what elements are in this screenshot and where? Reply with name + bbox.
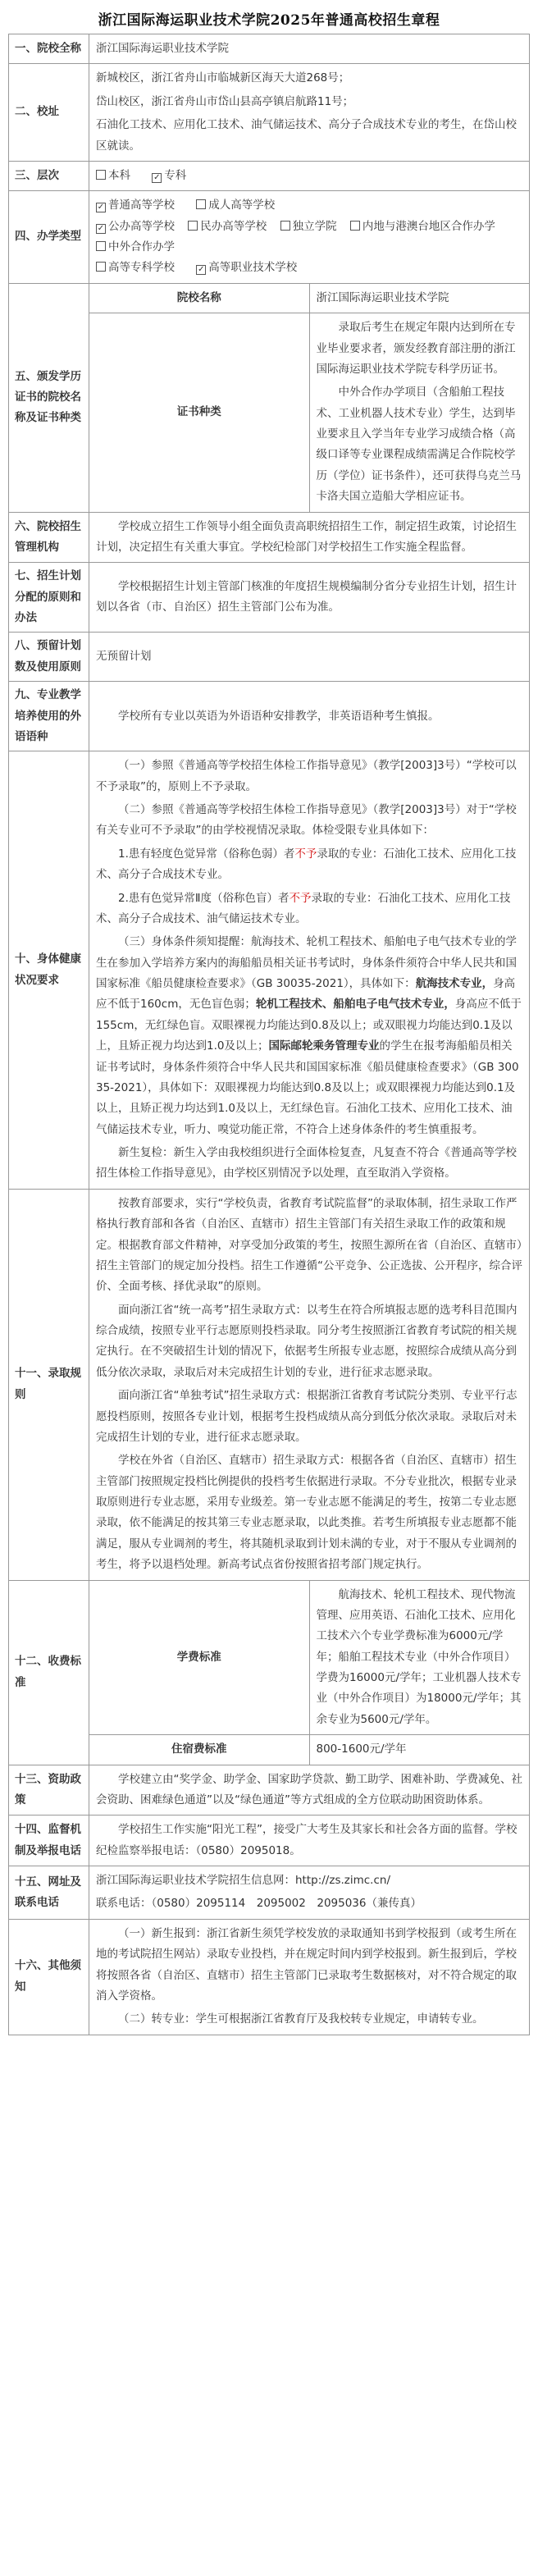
option-undergraduate — [96, 166, 130, 186]
value-school-type — [89, 191, 530, 284]
checkbox-checked-icon: ✓ — [198, 265, 205, 275]
health-emphasis: 国际邮轮乘务管理专业 — [268, 1039, 380, 1053]
checkbox-checked-icon: ✓ — [153, 172, 161, 182]
label-plan: 七、招生计划分配的原则和办法 — [9, 563, 89, 633]
option-junior-college — [152, 166, 186, 186]
option-independent — [280, 217, 337, 237]
checkbox-icon — [196, 199, 206, 209]
complaint-text: 学校招生工作实施“阳光工程”，接受广大考生及其家长和社会各方面的监督。学校纪检监察举报电话：（0580）2095018。 — [96, 1823, 517, 1857]
language-text: 学校所有专业以英语为外语语种安排教学，非英语语种考生慎报。 — [118, 709, 440, 723]
address-line: 岱山校区，浙江省舟山市岱山县高亭镇启航路11号； — [96, 94, 354, 108]
value-dorm: 800-1600元/学年 — [309, 1735, 530, 1765]
tuition-text: 航海技术、轮机工程技术、现代物流管理、应用英语、石油化工技术、应用化工技术六个专业学费标准为6000元/学年；船舶工程技术专业（中外合作项目）学费为16000元/学年；工业机器人技术专业（中外合作项目）为18000元/学年；其余专业为5600元/学年。 — [316, 1587, 522, 1726]
admission-paragraph: 面向浙江省“单独考试”招生录取方式：根据浙江省教育考试院分类别、专业平行志愿投档原则，按照各专业计划，根据考生投档成绩从高分到低分依次录取。录取后对未完成招生计划的专业，进行征求志愿录取。 — [96, 1389, 517, 1444]
option-label: 公办高等学校 — [108, 219, 175, 233]
page-title: 浙江国际海运职业技术学院2025年普通高校招生章程 — [98, 12, 440, 29]
contact-phone: 联系电话：（0580）2095114 2095002 2095036（兼传真） — [96, 1897, 422, 1911]
admission-paragraph: 面向浙江省“统一高考”招生录取方式：以考生在符合所填报志愿的选考科目范围内综合成绩，按照专业平行志愿原则投档录取。同分考生按照浙江省教育考试院的相关规定执行。在不突破招生计划的情况下，依据考生所报专业志愿，按照综合成绩从高分到低分依次录取，录取后对未完成招生计划的专业，进行征求志愿录取。 — [96, 1303, 517, 1379]
label-school-name: 一、院校全称 — [9, 34, 89, 64]
health-emphasis: 轮机工程技术、船舶电子电气技术专业， — [255, 998, 455, 1012]
row-aid — [9, 1765, 530, 1816]
checkbox-checked-icon: ✓ — [97, 203, 105, 212]
checkbox-checked-icon: ✓ — [97, 223, 105, 233]
health-text: 1.患有轻度色觉异常（俗称色弱）者 — [118, 847, 295, 861]
option-label: 普通高等学校 — [108, 199, 175, 212]
label-language: 九、专业教学培养使用的外语语种 — [9, 682, 89, 751]
option-private — [188, 217, 267, 237]
row-school-type — [9, 191, 530, 284]
value-certificate-school: 浙江国际海运职业技术学院 — [309, 283, 530, 313]
admission-paragraph: 学校在外省（自治区、直辖市）招生录取方式：根据各省（自治区、直辖市）招生主管部门按照规定投档比例提供的投档考生依据进行录取。不分专业批次，根据专业录取原则进行专业志愿，采用专业级差。第一专业志愿不能满足的考生，按第二专业志愿录取，依不能满足的按其第三专业志愿录取，以此类推。若考生所填报专业志愿都不能满足，服从专业调剂的考生，将其随机录取到计划未满的专业，对于不服从专业调剂的考生，将予以退档处理。新高考试点省份按照省招考部门规定执行。 — [96, 1454, 517, 1572]
health-paragraph — [96, 844, 522, 886]
address-line: 石油化工技术、应用化工技术、油气储运技术、高分子合成技术专业的考生，在岱山校区就读。 — [96, 118, 517, 153]
health-text: 身高应不低于160cm，无色盲色弱； — [96, 977, 516, 1012]
admission-paragraph: 按教育部要求，实行“学校负责，省教育考试院监督”的录取体制，招生录取工作严格执行教育部和各省（自治区、直辖市）招生主管部门有关招生录取工作的政策和规定。根据教育部文件精神，对享受加分政策的考生，按照生源所在省（自治区、直辖市）招生主管部门的规定加分投档。招生工作遵循“公平竞争、公正选拔、公开程序，综合评价、全面考核、择优录取”的原则。 — [96, 1196, 522, 1294]
option-label: 成人高等学校 — [208, 199, 276, 212]
option-label: 独立学院 — [292, 219, 337, 233]
label-health: 十、身体健康状况要求 — [9, 751, 89, 1190]
value-admission — [89, 1189, 530, 1580]
option-hk-macao-taiwan — [350, 217, 495, 237]
value-management — [89, 512, 530, 563]
option-label: 内地与港澳台地区合作办学 — [362, 219, 495, 233]
checkbox-icon — [96, 170, 106, 180]
row-language — [9, 682, 530, 751]
value-school-name: 浙江国际海运职业技术学院 — [89, 34, 530, 64]
value-address — [89, 64, 530, 162]
option-label: 中外合作办学 — [108, 240, 175, 253]
label-admission: 十一、录取规则 — [9, 1189, 89, 1580]
management-text: 学校成立招生工作领导小组全面负责高职统招招生工作，制定招生政策，讨论招生计划，决定招生有关重大事宜。学校纪检部门对学校招生工作实施全程监督。 — [96, 519, 517, 554]
label-other: 十六、其他须知 — [9, 1919, 89, 2035]
row-certificate-school — [9, 283, 530, 313]
contact-website[interactable]: 浙江国际海运职业技术学院招生信息网：http://zs.zimc.cn/ — [96, 1874, 390, 1887]
label-school-type: 四、办学类型 — [9, 191, 89, 284]
aid-text: 学校建立由“奖学金、助学金、国家助学贷款、勤工助学、困难补助、学费减免、社会资助、困难绿色通道”以及“绿色通道”等方式组成的全方位联动助困资助体系。 — [96, 1772, 522, 1806]
checkbox-icon — [280, 221, 290, 231]
plan-text: 学校根据招生计划主管部门核准的年度招生规模编制分省分专业招生计划，招生计划以各省（市、自治区）招生主管部门公布为准。 — [96, 579, 517, 614]
label-certificate-school: 院校名称 — [89, 283, 310, 313]
value-certificate-type — [309, 313, 530, 512]
other-paragraph: （二）转专业：学生可根据浙江省教育厅及我校转专业规定，申请转专业。 — [118, 2012, 484, 2026]
charter-table — [8, 34, 530, 2035]
option-regular — [96, 195, 175, 216]
row-school-name — [9, 34, 530, 64]
health-text: 的学生在报考海船船员相关证书考试时，身体条件须符合中华人民共和国国家标准《船员健康检查要求》（GB 30035-2021），具体如下：双眼裸视力均能达到0.8及以上；或双眼裸视力均能达到0.1及以上，且矫正视力均达到1.0及以上，无红绿色盲。石油化工技术、应用化工技术、油气储运技术专业，听力、嗅觉功能正常，不符合上述身体条件的考生慎重报考。 — [96, 1039, 519, 1136]
row-health — [9, 751, 530, 1190]
health-text: 身高应不低于155cm，无红绿色盲。双眼裸视力均能达到0.8及以上；或双眼视力均能达到0.1及以上，且矫正视力均达到1.0及以上； — [96, 998, 522, 1053]
checkbox-icon — [188, 221, 198, 231]
certificate-paragraph: 中外合作办学项目（含船舶工程技术、工业机器人技术专业）学生，达到毕业要求且入学当年专业学习成绩合格（高级口译等专业课程成绩需满足合作院校学历（学位）证书条件），还可获得乌克兰马卡洛夫国立造船大学相应证书。 — [316, 386, 522, 504]
row-management — [9, 512, 530, 563]
row-complaint — [9, 1816, 530, 1866]
health-highlight: 不予 — [289, 891, 312, 905]
health-emphasis: 航海技术专业， — [415, 977, 494, 990]
health-text: （三）身体条件须知提醒：航海技术、轮机工程技术、船舶电子电气技术专业的学生在参加入学培养方案内的海船船员相关证书考试时，身体条件须符合中华人民共和国国家标准《船员健康检查要求》（GB 30035-2021），具体如下： — [96, 935, 517, 990]
option-junior-college-school — [96, 258, 175, 278]
value-complaint — [89, 1816, 530, 1866]
row-contact — [9, 1866, 530, 1920]
label-tuition: 学费标准 — [89, 1580, 310, 1735]
option-label: 专科 — [164, 168, 187, 182]
row-other — [9, 1919, 530, 2035]
certificate-paragraph: 录取后考生在规定年限内达到所在专业毕业要求者，颁发经教育部注册的浙江国际海运职业技术学院专科学历证书。 — [316, 321, 516, 376]
health-paragraph: （一）参照《普通高等学校招生体检工作指导意见》（教学[2003]3号）“学校可以不予录取”的，原则上不予录取。 — [96, 759, 517, 793]
health-text: 录取的专业：石油化工技术、应用化工技术、高分子合成技术专业。 — [96, 847, 517, 882]
health-text: 2.患有色觉异常Ⅱ度（俗称色盲）者 — [118, 891, 290, 905]
label-complaint: 十四、监督机制及举报电话 — [9, 1816, 89, 1866]
row-admission — [9, 1189, 530, 1580]
row-reserve — [9, 633, 530, 682]
label-address: 二、校址 — [9, 64, 89, 162]
health-highlight: 不予 — [294, 847, 317, 861]
label-dorm: 住宿费标准 — [89, 1735, 310, 1765]
label-fees: 十二、收费标准 — [9, 1580, 89, 1765]
health-paragraph — [96, 932, 522, 1140]
row-address — [9, 64, 530, 162]
option-label: 本科 — [108, 168, 130, 182]
checkbox-icon — [96, 262, 106, 272]
option-label: 高等专科学校 — [108, 261, 175, 275]
label-level: 三、层次 — [9, 161, 89, 190]
other-paragraph: （一）新生报到：浙江省新生须凭学校发放的录取通知书到学校报到（或考生所在地的考试院招生网站）录取专业投档，并在规定时间内到学校报到。新生报到后，学校将按照各省（自治区、直辖市）招生主管部门已录取考生数据核对，对不符合规定的取消入学资格。 — [96, 1926, 517, 2003]
checkbox-icon — [350, 221, 360, 231]
option-sino-foreign — [96, 237, 175, 258]
value-level — [89, 161, 530, 190]
label-certificate: 五、颁发学历证书的院校名称及证书种类 — [9, 283, 89, 512]
value-other — [89, 1919, 530, 2035]
label-management: 六、院校招生管理机构 — [9, 512, 89, 563]
value-aid — [89, 1765, 530, 1816]
health-text: 录取的专业：石油化工技术、应用化工技术、高分子合成技术、油气储运技术专业。 — [96, 891, 511, 925]
value-plan — [89, 563, 530, 633]
health-paragraph — [96, 888, 522, 930]
checkbox-icon — [96, 241, 106, 251]
value-tuition — [309, 1580, 530, 1735]
health-paragraph: （二）参照《普通高等学校招生体检工作指导意见》（教学[2003]3号）对于“学校有关专业可不予录取”的由学校视情况录取。体检受限专业具体如下： — [96, 803, 517, 838]
label-aid: 十三、资助政策 — [9, 1765, 89, 1816]
value-reserve: 无预留计划 — [89, 633, 530, 682]
value-language — [89, 682, 530, 751]
value-contact — [89, 1866, 530, 1920]
row-plan — [9, 563, 530, 633]
health-paragraph: 新生复检：新生入学由我校组织进行全面体检复查，凡复查不符合《普通高等学校招生体检工作指导意见》，由学校区别情况予以处理，直至取消入学资格。 — [96, 1146, 517, 1181]
option-label: 民办高等学校 — [200, 219, 267, 233]
row-tuition — [9, 1580, 530, 1735]
option-public — [96, 217, 175, 237]
option-label: 高等职业技术学校 — [208, 261, 298, 275]
row-level — [9, 161, 530, 190]
value-health — [89, 751, 530, 1190]
address-line: 新城校区，浙江省舟山市临城新区海天大道268号； — [96, 71, 350, 85]
label-contact: 十五、网址及联系电话 — [9, 1866, 89, 1920]
option-vocational — [196, 258, 297, 278]
option-adult — [196, 195, 275, 216]
label-certificate-type: 证书种类 — [89, 313, 310, 512]
label-reserve: 八、预留计划数及使用原则 — [9, 633, 89, 682]
